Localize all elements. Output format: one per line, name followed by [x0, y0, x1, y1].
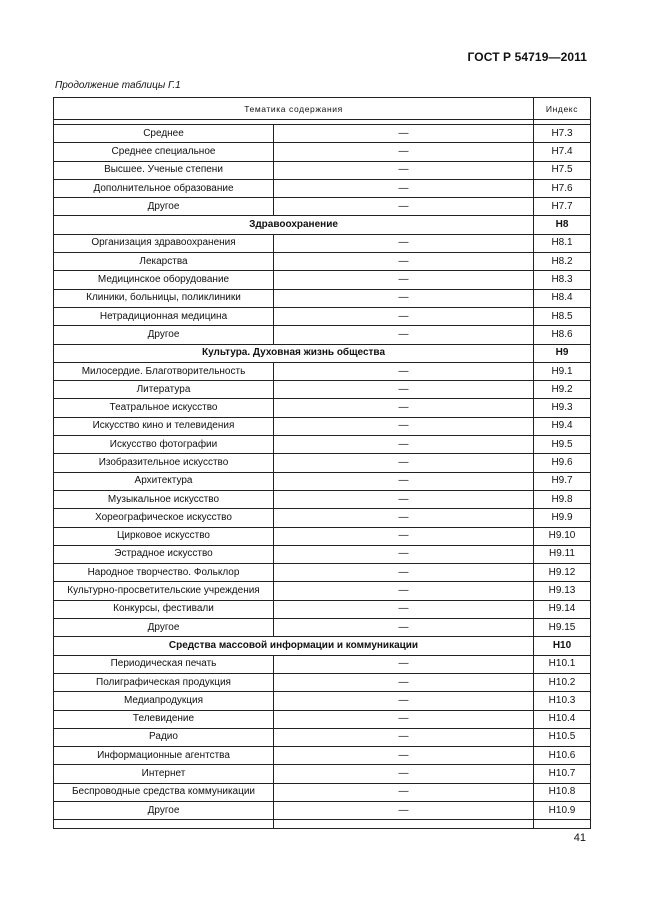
index-cell: H10.8 [534, 783, 591, 801]
dash-cell: — [274, 198, 534, 216]
section-title: Культура. Духовная жизнь общества [54, 344, 534, 362]
topic-cell: Искусство фотографии [54, 436, 274, 454]
index-cell: H8.6 [534, 326, 591, 344]
dash-cell: — [274, 783, 534, 801]
table-row [54, 710, 591, 728]
index-cell: H9.7 [534, 472, 591, 490]
index-cell: H7.5 [534, 161, 591, 179]
index-cell: H9.1 [534, 362, 591, 380]
table-row [54, 728, 591, 746]
dash-cell: — [274, 161, 534, 179]
dash-cell: — [274, 564, 534, 582]
table-row [54, 673, 591, 691]
index-cell: H9.2 [534, 381, 591, 399]
topic-cell: Полиграфическая продукция [54, 673, 274, 691]
index-cell: H9.4 [534, 417, 591, 435]
topic-cell: Цирковое искусство [54, 527, 274, 545]
dash-cell: — [274, 271, 534, 289]
dash-cell: — [274, 728, 534, 746]
dash-cell: — [274, 747, 534, 765]
topic-cell: Среднее [54, 125, 274, 143]
topic-cell: Периодическая печать [54, 655, 274, 673]
table-header-row [54, 98, 591, 120]
table-row [54, 381, 591, 399]
dash-cell: — [274, 472, 534, 490]
topic-cell: Радио [54, 728, 274, 746]
index-cell: H8.5 [534, 307, 591, 325]
index-cell: H9 [534, 344, 591, 362]
dash-cell: — [274, 600, 534, 618]
topic-cell: Музыкальное искусство [54, 490, 274, 508]
dash-cell: — [274, 362, 534, 380]
topic-cell: Другое [54, 326, 274, 344]
table-row [54, 490, 591, 508]
table-row [54, 399, 591, 417]
section-row [54, 216, 591, 234]
index-cell: H9.5 [534, 436, 591, 454]
table-row [54, 747, 591, 765]
table-row [54, 509, 591, 527]
index-cell: H7.7 [534, 198, 591, 216]
index-cell: H9.11 [534, 545, 591, 563]
index-cell: H10.5 [534, 728, 591, 746]
dash-cell: — [274, 509, 534, 527]
section-row [54, 344, 591, 362]
topic-cell: Изобразительное искусство [54, 454, 274, 472]
topic-cell: Театральное искусство [54, 399, 274, 417]
table-row [54, 582, 591, 600]
table-row [54, 417, 591, 435]
table-row [54, 179, 591, 197]
dash-cell: — [274, 655, 534, 673]
dash-cell: — [274, 307, 534, 325]
table-row [54, 253, 591, 271]
table-row [54, 326, 591, 344]
table-row [54, 454, 591, 472]
dash-cell: — [274, 527, 534, 545]
index-cell: H10 [534, 637, 591, 655]
dash-cell: — [274, 710, 534, 728]
table-row [54, 545, 591, 563]
topic-cell: Другое [54, 198, 274, 216]
dash-cell: — [274, 125, 534, 143]
document-code: ГОСТ Р 54719—2011 [467, 50, 587, 64]
index-cell: H10.6 [534, 747, 591, 765]
topic-cell: Клиники, больницы, поликлиники [54, 289, 274, 307]
topics-table [53, 97, 591, 829]
dash-cell: — [274, 326, 534, 344]
table-end-row [54, 820, 591, 829]
table-row [54, 362, 591, 380]
dash-cell: — [274, 765, 534, 783]
dash-cell: — [274, 417, 534, 435]
index-cell: H9.14 [534, 600, 591, 618]
table-row [54, 307, 591, 325]
topic-cell: Информационные агентства [54, 747, 274, 765]
table-row [54, 234, 591, 252]
topic-cell: Другое [54, 619, 274, 637]
section-title: Здравоохранение [54, 216, 534, 234]
topic-cell: Искусство кино и телевидения [54, 417, 274, 435]
dash-cell: — [274, 234, 534, 252]
dash-cell: — [274, 692, 534, 710]
topic-cell: Нетрадиционная медицина [54, 307, 274, 325]
topic-cell: Медицинское оборудование [54, 271, 274, 289]
header-topic: Тематика содержания [54, 98, 534, 120]
table-row [54, 619, 591, 637]
index-cell: H9.3 [534, 399, 591, 417]
table-row [54, 801, 591, 819]
dash-cell: — [274, 582, 534, 600]
topic-cell: Эстрадное искусство [54, 545, 274, 563]
index-cell: H7.3 [534, 125, 591, 143]
topic-cell: Организация здравоохранения [54, 234, 274, 252]
dash-cell: — [274, 399, 534, 417]
index-cell: H8 [534, 216, 591, 234]
table-row [54, 161, 591, 179]
topic-cell: Медиапродукция [54, 692, 274, 710]
dash-cell: — [274, 673, 534, 691]
topic-cell: Культурно-просветительские учреждения [54, 582, 274, 600]
dash-cell: — [274, 289, 534, 307]
index-cell: H10.9 [534, 801, 591, 819]
topic-cell: Архитектура [54, 472, 274, 490]
index-cell: H9.9 [534, 509, 591, 527]
dash-cell: — [274, 143, 534, 161]
topic-cell: Беспроводные средства коммуникации [54, 783, 274, 801]
table-caption: Продолжение таблицы Г.1 [55, 80, 181, 91]
dash-cell: — [274, 179, 534, 197]
topic-cell: Хореографическое искусство [54, 509, 274, 527]
topic-cell: Дополнительное образование [54, 179, 274, 197]
table-row [54, 765, 591, 783]
index-cell: H10.1 [534, 655, 591, 673]
index-cell: H8.3 [534, 271, 591, 289]
table-row [54, 527, 591, 545]
table-row [54, 600, 591, 618]
index-cell: H10.7 [534, 765, 591, 783]
index-cell: H8.1 [534, 234, 591, 252]
section-title: Средства массовой информации и коммуникации [54, 637, 534, 655]
topic-cell: Лекарства [54, 253, 274, 271]
table-row [54, 783, 591, 801]
topic-cell: Интернет [54, 765, 274, 783]
index-cell: H8.4 [534, 289, 591, 307]
index-cell: H9.6 [534, 454, 591, 472]
table-row [54, 655, 591, 673]
dash-cell: — [274, 545, 534, 563]
dash-cell: — [274, 381, 534, 399]
topic-cell: Высшее. Ученые степени [54, 161, 274, 179]
dash-cell: — [274, 490, 534, 508]
index-cell: H9.12 [534, 564, 591, 582]
topic-cell: Литература [54, 381, 274, 399]
table-row [54, 436, 591, 454]
dash-cell: — [274, 801, 534, 819]
index-cell: H7.4 [534, 143, 591, 161]
index-cell: H9.13 [534, 582, 591, 600]
table-body [54, 98, 591, 829]
index-cell: H9.10 [534, 527, 591, 545]
dash-cell: — [274, 619, 534, 637]
index-cell: H9.8 [534, 490, 591, 508]
dash-cell: — [274, 253, 534, 271]
table-row [54, 289, 591, 307]
index-cell: H9.15 [534, 619, 591, 637]
index-cell: H7.6 [534, 179, 591, 197]
table-row [54, 198, 591, 216]
index-cell: H10.4 [534, 710, 591, 728]
topic-cell: Народное творчество. Фольклор [54, 564, 274, 582]
page-number: 41 [573, 832, 586, 844]
topic-cell: Милосердие. Благотворительность [54, 362, 274, 380]
topic-cell: Среднее специальное [54, 143, 274, 161]
table-row [54, 692, 591, 710]
index-cell: H10.2 [534, 673, 591, 691]
dash-cell: — [274, 454, 534, 472]
dash-cell: — [274, 436, 534, 454]
index-cell: H10.3 [534, 692, 591, 710]
topic-cell: Конкурсы, фестивали [54, 600, 274, 618]
topic-cell: Другое [54, 801, 274, 819]
table-row [54, 271, 591, 289]
topic-cell: Телевидение [54, 710, 274, 728]
table-row [54, 125, 591, 143]
table-row [54, 564, 591, 582]
section-row [54, 637, 591, 655]
table-row [54, 143, 591, 161]
header-index: Индекс [534, 98, 591, 120]
index-cell: H8.2 [534, 253, 591, 271]
table-row [54, 472, 591, 490]
